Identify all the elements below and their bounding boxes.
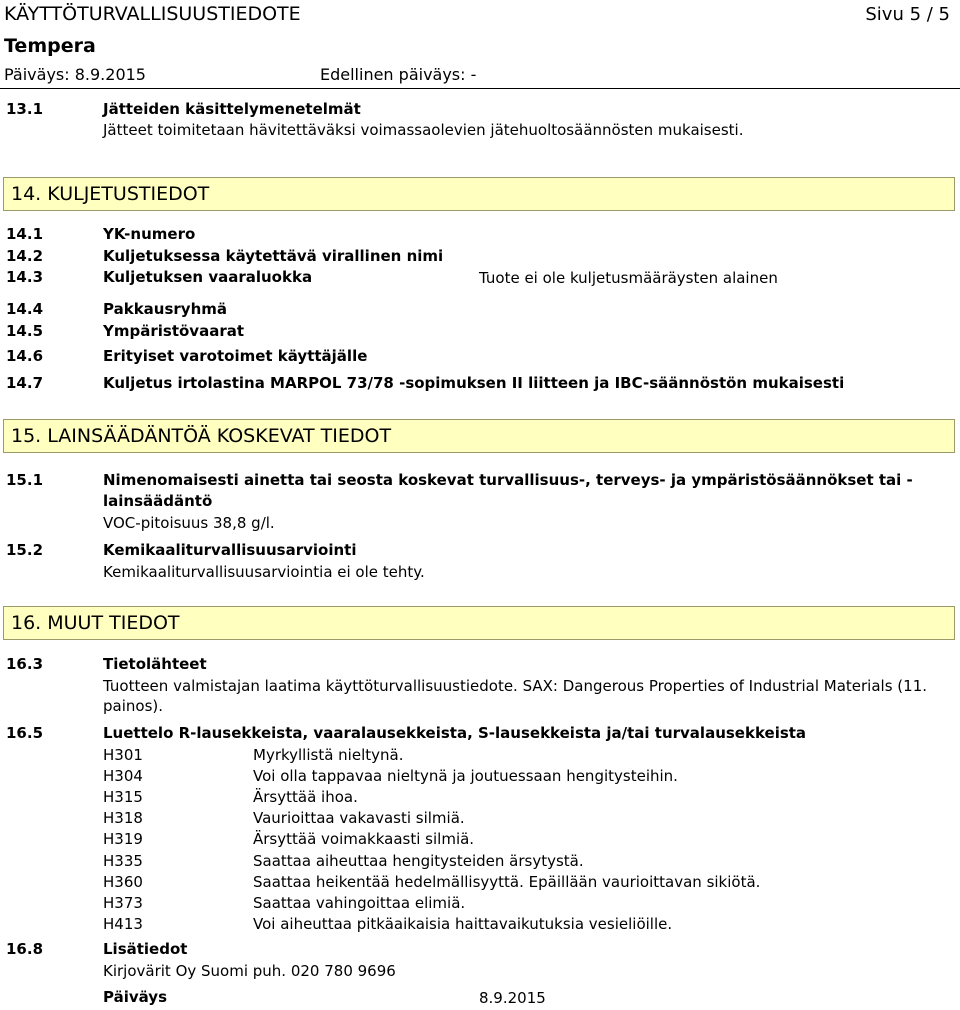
item-label: Kemikaaliturvallisuusarviointi [103,541,357,559]
hazard-phrase: Ärsyttää ihoa. [253,788,358,806]
hazard-code: H360 [103,873,143,891]
item-label: Kuljetus irtolastina MARPOL 73/78 -sopimuksen II liitteen ja IBC-säännöstön mukaisesti [103,374,845,392]
hazard-code: H319 [103,830,143,848]
page-number: Sivu 5 / 5 [865,4,950,25]
hazard-phrase: Vaurioittaa vakavasti silmiä. [253,809,465,827]
item-label: Jätteiden käsittelymenetelmät [103,100,361,118]
item-label: Nimenomaisesti ainetta tai seosta koskevat turvallisuus-, terveys- ja ympäristösäännökset tai - [103,471,913,489]
item-number: 15.1 [6,471,44,489]
item-label: Pakkausryhmä [103,300,227,318]
item-number: 16.3 [6,655,44,673]
item-text: Kemikaaliturvallisuusarviointia ei ole tehty. [103,563,425,581]
hazard-code: H315 [103,788,143,806]
item-number: 14.2 [6,247,44,265]
item-text: Jätteet toimitetaan hävitettäväksi voimassaolevien jätehuoltosäännösten mukaisesti. [103,121,744,139]
hazard-phrase: Voi aiheuttaa pitkäaikaisia haittavaikutuksia vesieliöille. [253,915,673,933]
item-label: YK-numero [103,225,196,243]
header-divider [0,88,960,89]
item-number: 14.5 [6,322,44,340]
item-number: 14.6 [6,347,44,365]
section-header-14: 14. KULJETUSTIEDOT [3,177,955,211]
item-number: 16.5 [6,724,44,742]
item-label: Ympäristövaarat [103,322,245,340]
hazard-phrase: Myrkyllistä nieltynä. [253,746,404,764]
hazard-phrase: Saattaa aiheuttaa hengitysteiden ärsytystä. [253,852,584,870]
hazard-code: H335 [103,852,143,870]
hazard-code: H413 [103,915,143,933]
item-text-continued: painos). [103,697,163,715]
product-name: Tempera [4,35,96,57]
item-label: Luettelo R-lausekkeista, vaaralausekkeista, S-lausekkeista ja/tai turvalausekkeista [103,724,807,742]
hazard-phrase: Ärsyttää voimakkaasti silmiä. [253,830,475,848]
section-header-15: 15. LAINSÄÄDÄNTÖÄ KOSKEVAT TIEDOT [3,419,955,453]
hazard-phrase: Saattaa vahingoittaa elimiä. [253,894,466,912]
hazard-phrase: Voi olla tappavaa nieltynä ja joutuessaan hengitysteihin. [253,767,678,785]
item-number: 14.4 [6,300,44,318]
transport-note: Tuote ei ole kuljetusmääräysten alainen [479,269,778,287]
hazard-code: H301 [103,746,143,764]
item-number: 14.3 [6,268,44,286]
hazard-code: H373 [103,894,143,912]
item-label: Lisätiedot [103,940,188,958]
hazard-code: H318 [103,809,143,827]
document-title: KÄYTTÖTURVALLISUUSTIEDOTE [4,3,301,25]
hazard-phrase: Saattaa heikentää hedelmällisyyttä. Epäillään vaurioittavan sikiötä. [253,873,761,891]
item-label: Kuljetuksessa käytettävä virallinen nimi [103,247,444,265]
hazard-code: H304 [103,767,143,785]
item-number: 14.7 [6,374,44,392]
item-label: Kuljetuksen vaaraluokka [103,268,313,286]
date-value: 8.9.2015 [479,989,546,1007]
issue-date: Päiväys: 8.9.2015 [4,65,146,84]
supplier-contact: Kirjovärit Oy Suomi puh. 020 780 9696 [103,962,396,980]
item-text: Tuotteen valmistajan laatima käyttöturvallisuustiedote. SAX: Dangerous Properties of Industrial Materials (11. [103,677,928,695]
item-label: Erityiset varotoimet käyttäjälle [103,347,368,365]
section-header-16: 16. MUUT TIEDOT [3,606,955,640]
item-number: 15.2 [6,541,44,559]
item-number: 16.8 [6,940,44,958]
date-label: Päiväys [103,988,167,1006]
previous-date: Edellinen päiväys: - [320,65,477,84]
item-label-continued: lainsäädäntö [103,492,213,510]
item-label: Tietolähteet [103,655,207,673]
item-number: 13.1 [6,100,44,118]
item-number: 14.1 [6,225,44,243]
item-text: VOC-pitoisuus 38,8 g/l. [103,514,275,532]
